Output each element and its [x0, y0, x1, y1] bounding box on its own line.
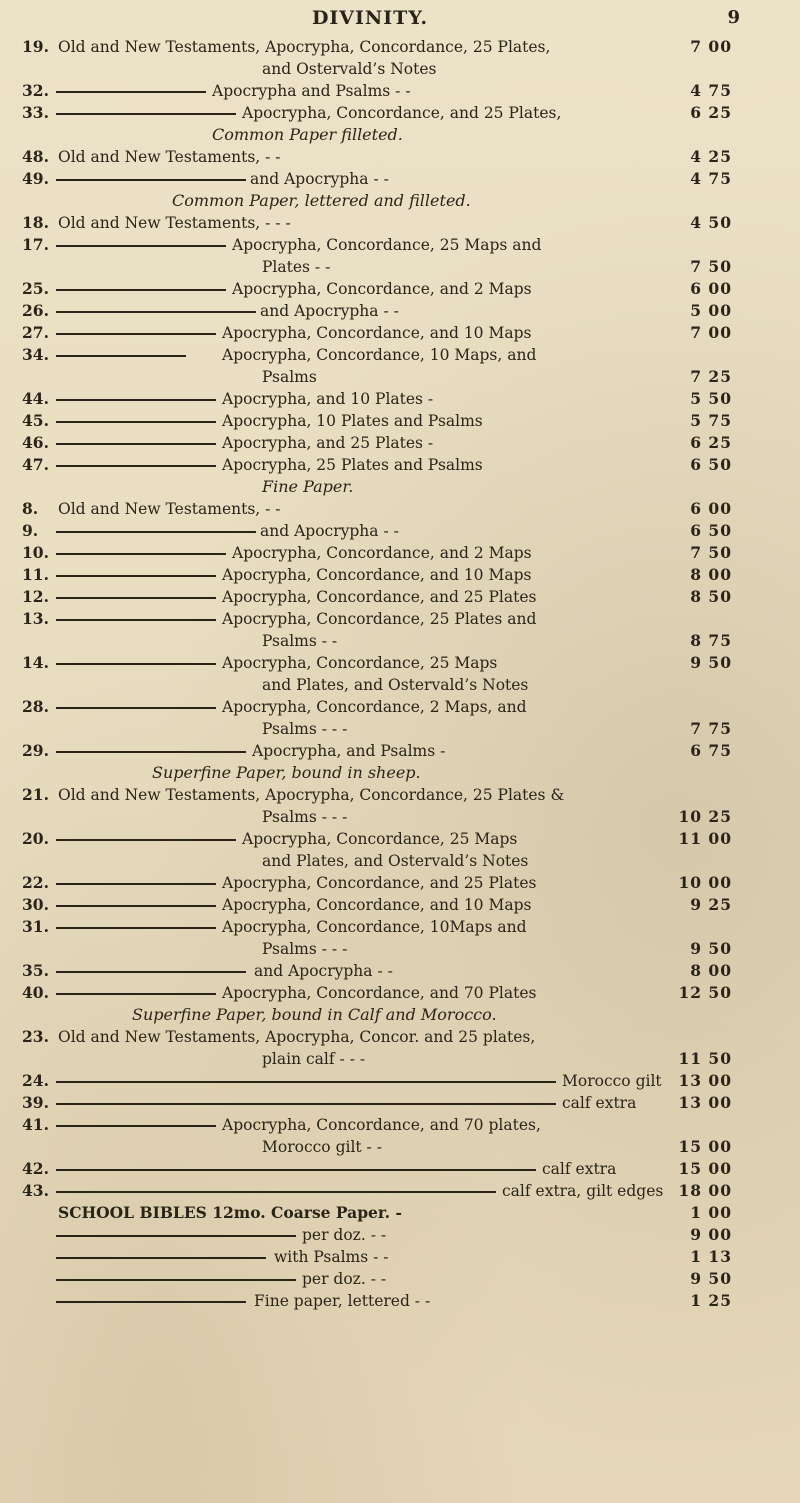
item-description: Apocrypha, Concordance, 10 Maps, and [222, 346, 537, 364]
price-list [22, 36, 732, 1312]
item-description: Apocrypha, 25 Plates and Psalms [222, 456, 483, 474]
item-number: 30. [22, 895, 49, 914]
item-description: Apocrypha, and Psalms - [252, 742, 446, 760]
list-item [22, 630, 732, 652]
item-number: 43. [22, 1181, 49, 1200]
item-number: 23. [22, 1027, 49, 1046]
list-item [22, 146, 732, 168]
ditto-rule [56, 883, 216, 885]
section-heading: Fine Paper. [262, 477, 354, 496]
ditto-rule [56, 927, 216, 929]
item-description: Apocrypha, Concordance, and 70 Plates [222, 984, 537, 1002]
ditto-rule [56, 1125, 216, 1127]
item-number: 19. [22, 37, 49, 56]
list-item [22, 300, 732, 322]
ditto-rule [56, 839, 236, 841]
item-price: 9 00 [690, 1225, 732, 1244]
item-price: 9 25 [690, 895, 732, 914]
list-item [22, 982, 732, 1004]
ditto-rule [56, 993, 216, 995]
list-item [22, 1158, 732, 1180]
item-price: 4 50 [690, 213, 732, 232]
item-description: per doz. - - [302, 1270, 387, 1288]
item-price: 1 25 [690, 1291, 732, 1310]
list-item [22, 872, 732, 894]
list-item [22, 1092, 732, 1114]
list-item [22, 344, 732, 366]
item-price: 7 50 [690, 257, 732, 276]
item-description: Fine paper, lettered - - [254, 1292, 431, 1310]
item-price: 7 75 [690, 719, 732, 738]
list-item [22, 168, 732, 190]
list-item [22, 366, 732, 388]
ditto-rule [56, 355, 186, 357]
item-price: 10 00 [678, 873, 732, 892]
ditto-rule [56, 399, 216, 401]
item-price: 10 25 [678, 807, 732, 826]
item-description: Old and New Testaments, - - [58, 148, 281, 166]
item-price: 4 75 [690, 81, 732, 100]
item-description: Old and New Testaments, Apocrypha, Concordance, 25 Plates, [58, 38, 551, 56]
item-description: Apocrypha and Psalms - - [212, 82, 411, 100]
item-description: Apocrypha, Concordance, and 70 plates, [222, 1116, 541, 1134]
ditto-rule [56, 179, 246, 181]
list-item [22, 696, 732, 718]
item-number: 14. [22, 653, 49, 672]
list-item [22, 1048, 732, 1070]
ditto-rule [56, 1191, 496, 1193]
page-number: 9 [727, 7, 740, 28]
list-item [22, 718, 732, 740]
ditto-rule [56, 245, 226, 247]
item-description: and Apocrypha - - [254, 962, 393, 980]
item-description: Apocrypha, Concordance, 25 Maps [222, 654, 498, 672]
item-number: 48. [22, 147, 49, 166]
item-price: 6 00 [690, 499, 732, 518]
list-item [22, 256, 732, 278]
item-number: 17. [22, 235, 49, 254]
item-price: 8 50 [690, 587, 732, 606]
item-description: Apocrypha, 10 Plates and Psalms [222, 412, 483, 430]
item-description: Apocrypha, Concordance, and 10 Maps [222, 566, 532, 584]
item-description: and Plates, and Ostervald’s Notes [262, 852, 529, 870]
item-number: 41. [22, 1115, 49, 1134]
item-description: per doz. - - [302, 1226, 387, 1244]
list-item [22, 1026, 732, 1048]
list-item [22, 1268, 732, 1290]
ditto-rule [56, 597, 216, 599]
ditto-rule [56, 575, 216, 577]
item-description: Apocrypha, Concordance, 10Maps and [222, 918, 527, 936]
ditto-rule [56, 663, 216, 665]
ditto-rule [56, 1103, 556, 1105]
ditto-rule [56, 311, 256, 313]
list-item [22, 542, 732, 564]
list-item [22, 454, 732, 476]
item-number: 31. [22, 917, 49, 936]
item-description: Apocrypha, Concordance, and 2 Maps [232, 544, 532, 562]
item-description: Morocco gilt - - [262, 1138, 382, 1156]
item-number: 45. [22, 411, 49, 430]
page-title: DIVINITY. [311, 7, 429, 29]
item-description: Apocrypha, Concordance, and 25 Plates [222, 588, 537, 606]
item-description: Apocrypha, and 10 Plates - [222, 390, 434, 408]
item-number: 11. [22, 565, 49, 584]
item-number: 8. [22, 499, 39, 518]
item-number: 21. [22, 785, 49, 804]
item-price: 6 25 [690, 433, 732, 452]
item-price: 7 00 [690, 37, 732, 56]
list-item [22, 850, 732, 872]
item-number: 27. [22, 323, 49, 342]
item-description: Apocrypha, Concordance, and 25 Plates [222, 874, 537, 892]
list-item [22, 586, 732, 608]
list-item [22, 1180, 732, 1202]
list-item [22, 564, 732, 586]
item-number: 40. [22, 983, 49, 1002]
item-number: 28. [22, 697, 49, 716]
item-price: 15 00 [678, 1159, 732, 1178]
item-price: 11 50 [678, 1049, 732, 1068]
item-price: 7 25 [690, 367, 732, 386]
list-item [22, 784, 732, 806]
item-price: 6 00 [690, 279, 732, 298]
item-description: Old and New Testaments, - - - [58, 214, 291, 232]
item-number: 33. [22, 103, 49, 122]
item-description: Plates - - [262, 258, 331, 276]
ditto-rule [56, 421, 216, 423]
item-number: 12. [22, 587, 49, 606]
ditto-rule [56, 971, 246, 973]
ditto-rule [56, 443, 216, 445]
item-description: calf extra [562, 1094, 637, 1112]
list-item [22, 410, 732, 432]
item-number: 13. [22, 609, 49, 628]
item-price: 1 00 [690, 1203, 732, 1222]
item-price: 12 50 [678, 983, 732, 1002]
list-item [22, 1290, 732, 1312]
item-number: 25. [22, 279, 49, 298]
item-description: Apocrypha, Concordance, and 2 Maps [232, 280, 532, 298]
list-item [22, 322, 732, 344]
page-header [0, 5, 740, 33]
item-description: calf extra [542, 1160, 617, 1178]
ditto-rule [56, 1081, 556, 1083]
ditto-rule [56, 1301, 246, 1303]
item-description: and Apocrypha - - [260, 522, 399, 540]
list-item [22, 806, 732, 828]
item-price: 9 50 [690, 653, 732, 672]
item-description: Apocrypha, Concordance, and 10 Maps [222, 324, 532, 342]
item-number: 44. [22, 389, 49, 408]
list-item [22, 916, 732, 938]
item-price: 7 00 [690, 323, 732, 342]
item-price: 8 75 [690, 631, 732, 650]
item-price: 8 00 [690, 565, 732, 584]
item-number: 35. [22, 961, 49, 980]
item-description: calf extra, gilt edges [502, 1182, 664, 1200]
item-price: 15 00 [678, 1137, 732, 1156]
item-number: 49. [22, 169, 49, 188]
list-item [22, 894, 732, 916]
item-description: plain calf - - - [262, 1050, 366, 1068]
section-heading: Common Paper filleted. [212, 125, 403, 144]
item-number: 34. [22, 345, 49, 364]
list-item [22, 1136, 732, 1158]
ditto-rule [56, 531, 256, 533]
list-item [22, 1246, 732, 1268]
item-description: Morocco gilt [562, 1072, 662, 1090]
item-description: Psalms - - - [262, 720, 348, 738]
item-description: Old and New Testaments, - - [58, 500, 281, 518]
ditto-rule [56, 1235, 296, 1237]
list-item [22, 938, 732, 960]
list-item [22, 652, 732, 674]
section-heading: Superfine Paper, bound in Calf and Morocco. [132, 1005, 497, 1024]
item-description: and Ostervald’s Notes [262, 60, 437, 78]
item-price: 8 00 [690, 961, 732, 980]
item-description: Old and New Testaments, Apocrypha, Concordance, 25 Plates & [58, 786, 565, 804]
item-number: 24. [22, 1071, 49, 1090]
list-item [22, 102, 732, 124]
item-description: Apocrypha, Concordance, and 25 Plates, [242, 104, 562, 122]
list-item [22, 520, 732, 542]
item-description: SCHOOL BIBLES 12mo. Coarse Paper. - [58, 1203, 402, 1222]
item-price: 7 50 [690, 543, 732, 562]
item-number: 10. [22, 543, 49, 562]
item-description: Apocrypha, Concordance, 25 Maps [242, 830, 518, 848]
item-number: 46. [22, 433, 49, 452]
item-description: Apocrypha, Concordance, 25 Plates and [222, 610, 537, 628]
list-item [22, 234, 732, 256]
item-price: 11 00 [678, 829, 732, 848]
item-number: 39. [22, 1093, 49, 1112]
list-item [22, 674, 732, 696]
ditto-rule [56, 751, 246, 753]
item-number: 29. [22, 741, 49, 760]
item-price: 5 75 [690, 411, 732, 430]
item-description: Apocrypha, Concordance, and 10 Maps [222, 896, 532, 914]
item-description: with Psalms - - [274, 1248, 389, 1266]
list-item [22, 960, 732, 982]
item-price: 9 50 [690, 939, 732, 958]
list-item [22, 58, 732, 80]
list-item [22, 608, 732, 630]
section-heading: Common Paper, lettered and filleted. [172, 191, 471, 210]
list-item [22, 740, 732, 762]
list-item [22, 278, 732, 300]
item-description: and Apocrypha - - [260, 302, 399, 320]
item-price: 5 00 [690, 301, 732, 320]
list-item [22, 388, 732, 410]
item-description: and Apocrypha - - [250, 170, 389, 188]
list-item [22, 1202, 732, 1224]
item-description: Psalms - - [262, 632, 338, 650]
ditto-rule [56, 113, 236, 115]
item-price: 13 00 [678, 1071, 732, 1090]
list-item [22, 1224, 732, 1246]
item-description: Apocrypha, Concordance, 25 Maps and [232, 236, 542, 254]
ditto-rule [56, 707, 216, 709]
list-item [22, 1070, 732, 1092]
item-description: Old and New Testaments, Apocrypha, Concor. and 25 plates, [58, 1028, 536, 1046]
item-number: 22. [22, 873, 49, 892]
item-price: 6 75 [690, 741, 732, 760]
item-description: and Plates, and Ostervald’s Notes [262, 676, 529, 694]
item-number: 20. [22, 829, 49, 848]
item-description: Psalms - - - [262, 808, 348, 826]
item-price: 13 00 [678, 1093, 732, 1112]
item-number: 18. [22, 213, 49, 232]
item-number: 9. [22, 521, 39, 540]
item-price: 6 50 [690, 521, 732, 540]
list-item [22, 498, 732, 520]
ditto-rule [56, 91, 206, 93]
list-item [22, 432, 732, 454]
item-price: 9 50 [690, 1269, 732, 1288]
ditto-rule [56, 1257, 266, 1259]
list-item [22, 212, 732, 234]
list-item [22, 80, 732, 102]
item-price: 1 13 [690, 1247, 732, 1266]
item-description: Apocrypha, and 25 Plates - [222, 434, 434, 452]
item-description: Psalms [262, 368, 317, 386]
ditto-rule [56, 333, 216, 335]
item-number: 26. [22, 301, 49, 320]
item-price: 6 50 [690, 455, 732, 474]
ditto-rule [56, 619, 216, 621]
list-item [22, 1114, 732, 1136]
ditto-rule [56, 1169, 536, 1171]
item-price: 5 50 [690, 389, 732, 408]
item-price: 4 25 [690, 147, 732, 166]
list-item [22, 828, 732, 850]
ditto-rule [56, 289, 226, 291]
ditto-rule [56, 1279, 296, 1281]
item-price: 6 25 [690, 103, 732, 122]
item-number: 47. [22, 455, 49, 474]
ditto-rule [56, 465, 216, 467]
item-price: 18 00 [678, 1181, 732, 1200]
list-item [22, 36, 732, 58]
item-number: 32. [22, 81, 49, 100]
item-price: 4 75 [690, 169, 732, 188]
ditto-rule [56, 905, 216, 907]
ditto-rule [56, 553, 226, 555]
item-number: 42. [22, 1159, 49, 1178]
item-description: Psalms - - - [262, 940, 348, 958]
item-description: Apocrypha, Concordance, 2 Maps, and [222, 698, 527, 716]
section-heading: Superfine Paper, bound in sheep. [152, 763, 421, 782]
